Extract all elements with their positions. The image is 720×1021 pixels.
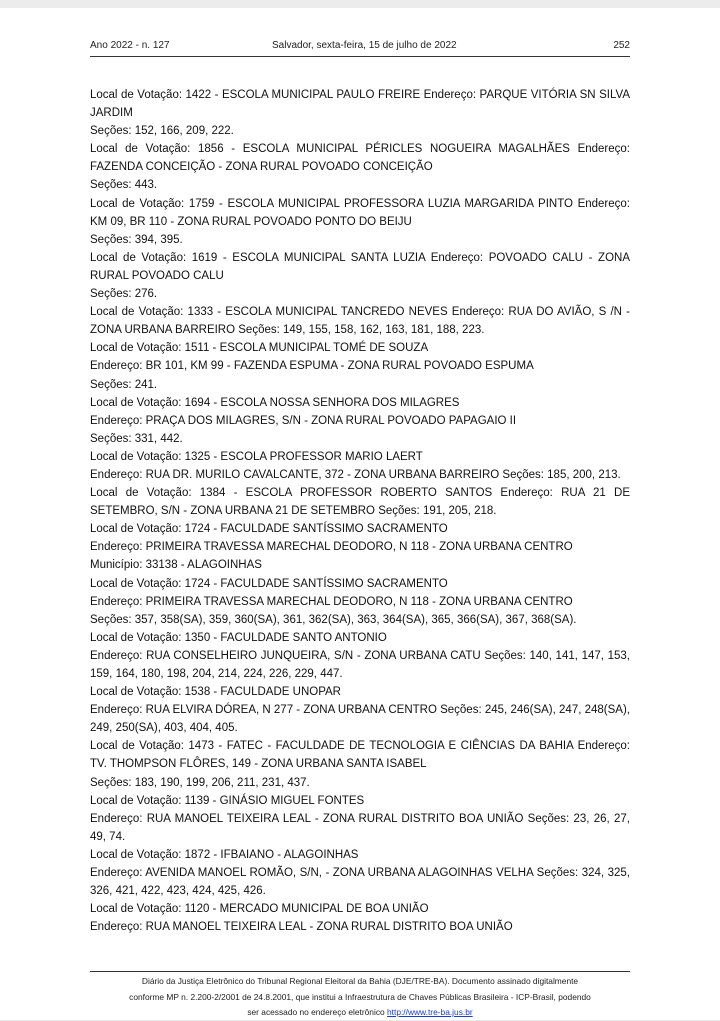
footer-text: ser acessado no endereço eletrônico: [247, 1007, 385, 1017]
text-line: Local de Votação: 1872 - IFBAIANO - ALAGOINHAS: [90, 848, 359, 861]
text-line: Local de Votação: 1724 - FACULDADE SANTÍSSIMO SACRAMENTO: [90, 577, 448, 590]
text-line: Endereço: RUA CONSELHEIRO JUNQUEIRA, S/N - ZONA URBANA CATU Seções: 140, 141, 147, 153, 159, 164, 180, 198, 204, 214, 224, 226, 229, 447.: [90, 649, 630, 680]
text-line: Local de Votação: 1759 - ESCOLA MUNICIPAL PROFESSORA LUZIA MARGARIDA PINTO Endereço: KM 09, BR 110 - ZONA RURAL POVOADO PONTO DO BEIJU: [90, 197, 630, 228]
text-line: Local de Votação: 1120 - MERCADO MUNICIPAL DE BOA UNIÃO: [90, 903, 429, 916]
text-line: Seções: 241.: [90, 378, 158, 391]
text-line: Endereço: RUA MANOEL TEIXEIRA LEAL - ZONA RURAL DISTRITO BOA UNIÃO Seções: 23, 26, 27, 49, 74.: [90, 812, 630, 843]
text-line: Seções: 443.: [90, 179, 158, 192]
text-line: Local de Votação: 1724 - FACULDADE SANTÍSSIMO SACRAMENTO: [90, 523, 448, 536]
text-line: Seções: 394, 395.: [90, 233, 183, 246]
text-line: Seções: 331, 442.: [90, 432, 183, 445]
text-line: Endereço: RUA ELVIRA DÓREA, N 277 - ZONA URBANA CENTRO Seções: 245, 246(SA), 247, 248(SA), 249, 250(SA), 403, 404, 405.: [90, 704, 630, 735]
text-line: Local de Votação: 1350 - FACULDADE SANTO ANTONIO: [90, 631, 387, 644]
text-line: Local de Votação: 1694 - ESCOLA NOSSA SENHORA DOS MILAGRES: [90, 396, 460, 409]
text-line: Seções: 357, 358(SA), 359, 360(SA), 361, 362(SA), 363, 364(SA), 365, 366(SA), 367, 368(SA).: [90, 613, 577, 626]
footer-line: Diário da Justiça Eletrônico do Tribunal Regional Eleitoral da Bahia (DJE/TRE-BA). Documento assinado digitalmente: [141, 976, 579, 986]
text-line: Local de Votação: 1511 - ESCOLA MUNICIPAL TOMÉ DE SOUZA: [90, 342, 429, 355]
website-link[interactable]: http://www.tre-ba.jus.br: [387, 1007, 473, 1017]
text-line: Endereço: PRAÇA DOS MILAGRES, S/N - ZONA RURAL POVOADO PAPAGAIO II: [90, 414, 517, 427]
text-line: Local de Votação: 1422 - ESCOLA MUNICIPAL PAULO FREIRE Endereço: PARQUE VITÓRIA SN SILVA JARDIM: [90, 89, 630, 120]
text-line: Endereço: PRIMEIRA TRAVESSA MARECHAL DEODORO, N 118 - ZONA URBANA CENTRO: [90, 595, 573, 608]
text-line: Seções: 183, 190, 199, 206, 211, 231, 437.: [90, 776, 310, 789]
footer-line: [88, 1005, 632, 1021]
footer-line: conforme MP n. 2.200-2/2001 de 24.8.2001, que institui a Infraestrutura de Chaves Públicas Brasileira - ICP-Brasil, podendo: [129, 991, 591, 1002]
text-line: Local de Votação: 1139 - GINÁSIO MIGUEL FONTES: [90, 794, 365, 807]
text-line: Seções: 152, 166, 209, 222.: [90, 125, 234, 138]
document-body: [90, 86, 630, 936]
document-page: [0, 8, 720, 1020]
text-line: Local de Votação: 1538 - FACULDADE UNOPAR: [90, 686, 341, 699]
text-line: Local de Votação: 1384 - ESCOLA PROFESSOR ROBERTO SANTOS Endereço: RUA 21 DE SETEMBRO, S/N - ZONA URBANA 21 DE SETEMBRO Seções: 191, 205, 218.: [90, 487, 630, 518]
text-line: Município: 33138 - ALAGOINHAS: [90, 559, 262, 572]
text-line: Local de Votação: 1473 - FATEC - FACULDADE DE TECNOLOGIA E CIÊNCIAS DA BAHIA Endereço: TV. THOMPSON FLÔRES, 149 - ZONA URBANA SANTA ISABEL: [90, 740, 630, 771]
text-line: Seções: 276.: [90, 288, 158, 301]
text-line: Endereço: RUA DR. MURILO CAVALCANTE, 372 - ZONA URBANA BARREIRO Seções: 185, 200, 213.: [90, 468, 621, 481]
text-line: Local de Votação: 1619 - ESCOLA MUNICIPAL SANTA LUZIA Endereço: POVOADO CALU - ZONA RURAL POVOADO CALU: [90, 251, 630, 282]
text-line: Local de Votação: 1325 - ESCOLA PROFESSOR MARIO LAERT: [90, 450, 423, 463]
issue-number: Ano 2022 - n. 127: [90, 40, 170, 51]
text-line: Local de Votação: 1333 - ESCOLA MUNICIPAL TANCREDO NEVES Endereço: RUA DO AVIÃO, S /N - ZONA URBANA BARREIRO Seções: 149, 155, 158, 162, 163, 181, 188, 223.: [90, 306, 630, 337]
page-footer: [88, 974, 632, 1021]
text-line: Local de Votação: 1856 - ESCOLA MUNICIPAL PÉRICLES NOGUEIRA MAGALHÃES Endereço: FAZENDA CONCEIÇÃO - ZONA RURAL POVOADO CONCEIÇÃO: [90, 143, 630, 174]
text-line: Endereço: AVENIDA MANOEL ROMÃO, S/N, - ZONA URBANA ALAGOINHAS VELHA Seções: 324, 325, 326, 421, 422, 423, 424, 425, 426.: [90, 867, 630, 898]
page-number: 252: [613, 40, 630, 51]
text-line: Endereço: RUA MANOEL TEIXEIRA LEAL - ZONA RURAL DISTRITO BOA UNIÃO: [90, 921, 513, 934]
text-line: Endereço: PRIMEIRA TRAVESSA MARECHAL DEODORO, N 118 - ZONA URBANA CENTRO: [90, 541, 573, 554]
header-divider: [90, 56, 630, 57]
text-line: Endereço: BR 101, KM 99 - FAZENDA ESPUMA - ZONA RURAL POVOADO ESPUMA: [90, 360, 534, 373]
dateline: Salvador, sexta-feira, 15 de julho de 2022: [272, 40, 457, 51]
footer-divider: [90, 971, 630, 972]
